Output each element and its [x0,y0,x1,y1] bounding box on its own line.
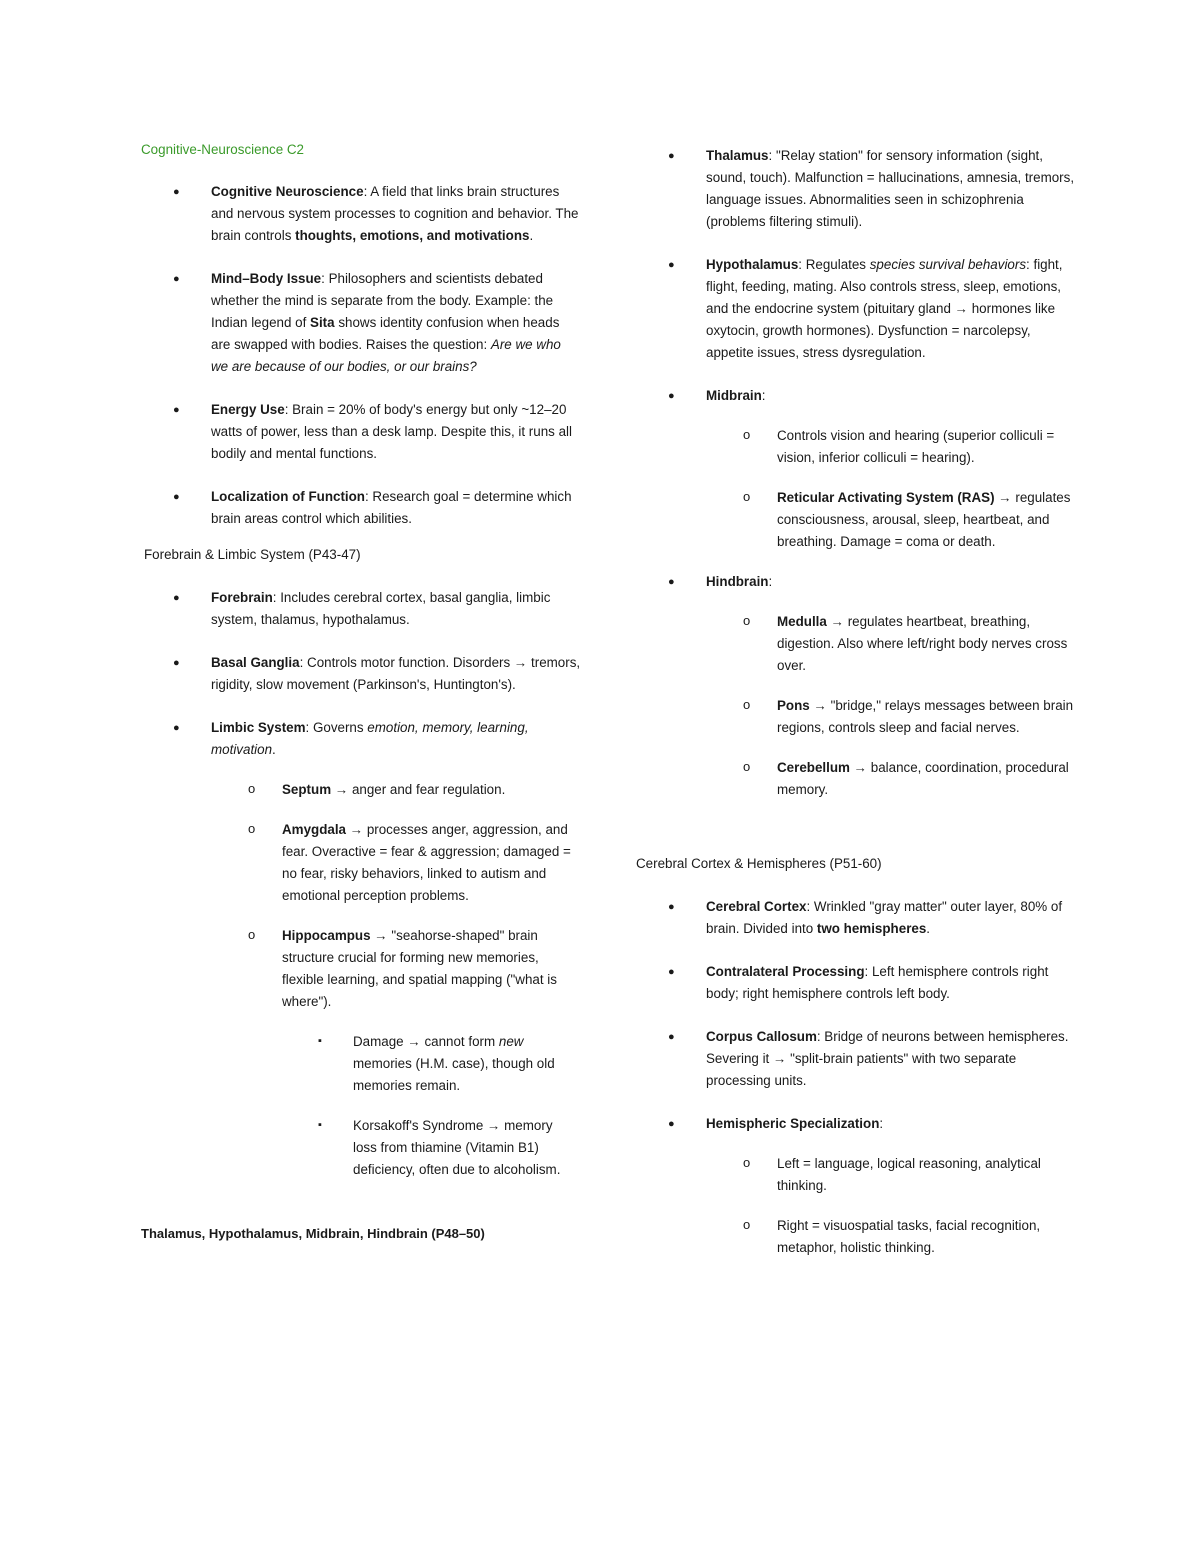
text: : Controls motor function. Disorders → tremors, rigidity, slow movement (Parkinson's, Huntington's). [211,655,581,692]
text: : Wrinkled "gray matter" outer layer, 80% of brain. Divided into [706,899,1063,936]
term: Amygdala [282,822,346,837]
text: Controls vision and hearing (superior colliculi = vision, inferior colliculi = hearing). [777,428,1055,465]
right-column [636,145,1076,1277]
text: → anger and fear regulation. [331,782,506,797]
list-item-midbrain [636,385,1076,407]
text: Right = visuospatial tasks, facial recognition, metaphor, holistic thinking. [777,1218,1041,1255]
emphasis: emotion, memory, learning, motivation [211,720,529,757]
list-item-medulla [636,611,1076,677]
limbic-sublist [141,779,581,1013]
text: → regulates consciousness, arousal, sleep, heartbeat, and breathing. Damage = coma or death. [777,490,1071,549]
list-item-basal-ganglia [141,652,581,696]
term: Energy Use [211,402,285,417]
list-item-localization [141,486,581,530]
term: Cerebral Cortex [706,899,807,914]
term: Pons [777,698,810,713]
hindbrain-sublist [636,611,1076,801]
text: : "Relay station" for sensory information (sight, sound, touch). Malfunction = hallucinations, amnesia, tremors, language issues. Abnormalities seen in schizophrenia (problems filtering stimuli). [706,148,1075,229]
text: Left = language, logical reasoning, analytical thinking. [777,1156,1041,1193]
text: : Governs [305,720,368,735]
list-item-thalamus [636,145,1076,233]
term: Forebrain [211,590,273,605]
term: Limbic System [211,720,306,735]
question: Are we who we are because of our bodies, or our brains? [211,337,561,374]
term: Hindbrain [706,574,769,589]
list-item-pons [636,695,1076,739]
term: Midbrain [706,388,762,403]
text: shows identity confusion when heads are swapped with bodies. Raises the question: [211,315,560,352]
term: Hypothalamus [706,257,799,272]
section-heading-cerebral-cortex: Cerebral Cortex & Hemispheres (P51-60) [636,856,882,871]
text: : Bridge of neurons between hemispheres. Severing it → "split-brain patients" with two separate processing units. [706,1029,1069,1088]
term: Medulla [777,614,827,629]
list-item-amygdala [141,819,581,907]
term: Hemispheric Specialization [706,1116,880,1131]
left-column [141,139,581,1245]
cortex-list [636,896,1076,1135]
text: : [768,574,773,589]
list-item-korsakoff [141,1115,581,1181]
text: Damage → cannot form [353,1034,499,1049]
emphasis: Sita [310,315,335,330]
list-item-mind-body [141,268,581,378]
term: Thalamus [706,148,769,163]
term: Contralateral Processing [706,964,865,979]
list-item-contralateral [636,961,1076,1005]
term: Reticular Activating System (RAS) [777,490,995,505]
list-item-hindbrain [636,571,1076,593]
section-heading-forebrain: Forebrain & Limbic System (P43-47) [144,547,361,562]
emphasis: species survival behaviors [869,257,1027,272]
text: . [926,921,931,936]
brain-regions-list [636,145,1076,407]
midbrain-sublist [636,425,1076,553]
emphasis: two hemispheres [816,921,927,936]
list-item-left-hemisphere [636,1153,1076,1197]
section-heading-thalamus-hindbrain: Thalamus, Hypothalamus, Midbrain, Hindbrain (P48–50) [141,1226,485,1241]
list-item-forebrain [141,587,581,631]
list-item-colliculi [636,425,1076,469]
list-item-corpus-callosum [636,1026,1076,1092]
text: : [879,1116,884,1131]
text: : Brain = 20% of body's energy but only ~12–20 watts of power, less than a desk lamp. Despite this, it runs all bodily and mental functions. [211,402,572,461]
list-item-hippocampus [141,925,581,1013]
text: → "seahorse-shaped" brain structure crucial for forming new memories, flexible learning, and spatial mapping ("what is where"). [282,928,557,1009]
hippocampus-sublist [141,1031,581,1181]
text: : A field that links brain structures and nervous system processes to cognition and behavior. The brain controls [211,184,579,243]
text: : Philosophers and scientists debated whether the mind is separate from the body. Example: the Indian legend of [211,271,554,330]
term: Mind–Body Issue [211,271,322,286]
list-item-damage [141,1031,581,1097]
hindbrain-list [636,571,1076,593]
term: Basal Ganglia [211,655,300,670]
intro-list [141,181,581,530]
term: Corpus Callosum [706,1029,817,1044]
specialization-sublist [636,1153,1076,1259]
list-item-right-hemisphere [636,1215,1076,1259]
text: : Research goal = determine which brain areas control which abilities. [211,489,572,526]
list-item-septum [141,779,581,801]
list-item-limbic-system [141,717,581,761]
term: Hippocampus [282,928,371,943]
term: Cerebellum [777,760,850,775]
document-title: Cognitive-Neuroscience C2 [141,142,304,157]
text: : fight, flight, feeding, mating. Also controls stress, sleep, emotions, and the endocrine system (pituitary gland → hormones like oxytocin, growth hormones). Dysfunction = narcolepsy, appetite issues, stress dysregulation. [706,257,1063,360]
list-item-cerebral-cortex [636,896,1076,940]
text: → regulates heartbeat, breathing, digestion. Also where left/right body nerves cross over. [777,614,1068,673]
text: : Includes cerebral cortex, basal ganglia, limbic system, thalamus, hypothalamus. [211,590,551,627]
text: memories (H.M. case), though old memories remain. [353,1056,555,1093]
emphasis: thoughts, emotions, and motivations [295,228,530,243]
list-item-energy-use [141,399,581,465]
text: → balance, coordination, procedural memory. [777,760,1069,797]
term: Cognitive Neuroscience [211,184,364,199]
emphasis: new [498,1034,524,1049]
text: → processes anger, aggression, and fear. Overactive = fear & aggression; damaged = no fear, risky behaviors, linked to autism and emotional perception problems. [282,822,571,903]
text: : [761,388,766,403]
text: : Left hemisphere controls right body; right hemisphere controls left body. [706,964,1049,1001]
list-item-ras [636,487,1076,553]
list-item-hypothalamus [636,254,1076,364]
list-item-hemispheric-specialization [636,1113,1076,1135]
term: Septum [282,782,332,797]
forebrain-list [141,587,581,761]
list-item-cognitive-neuroscience [141,181,581,247]
text: : Regulates [798,257,870,272]
text: Korsakoff's Syndrome → memory loss from thiamine (Vitamin B1) deficiency, often due to alcoholism. [353,1118,561,1177]
term: Localization of Function [211,489,365,504]
text: . [529,228,534,243]
text: → "bridge," relays messages between brain regions, controls sleep and facial nerves. [777,698,1074,735]
list-item-cerebellum [636,757,1076,801]
text: . [272,742,276,757]
